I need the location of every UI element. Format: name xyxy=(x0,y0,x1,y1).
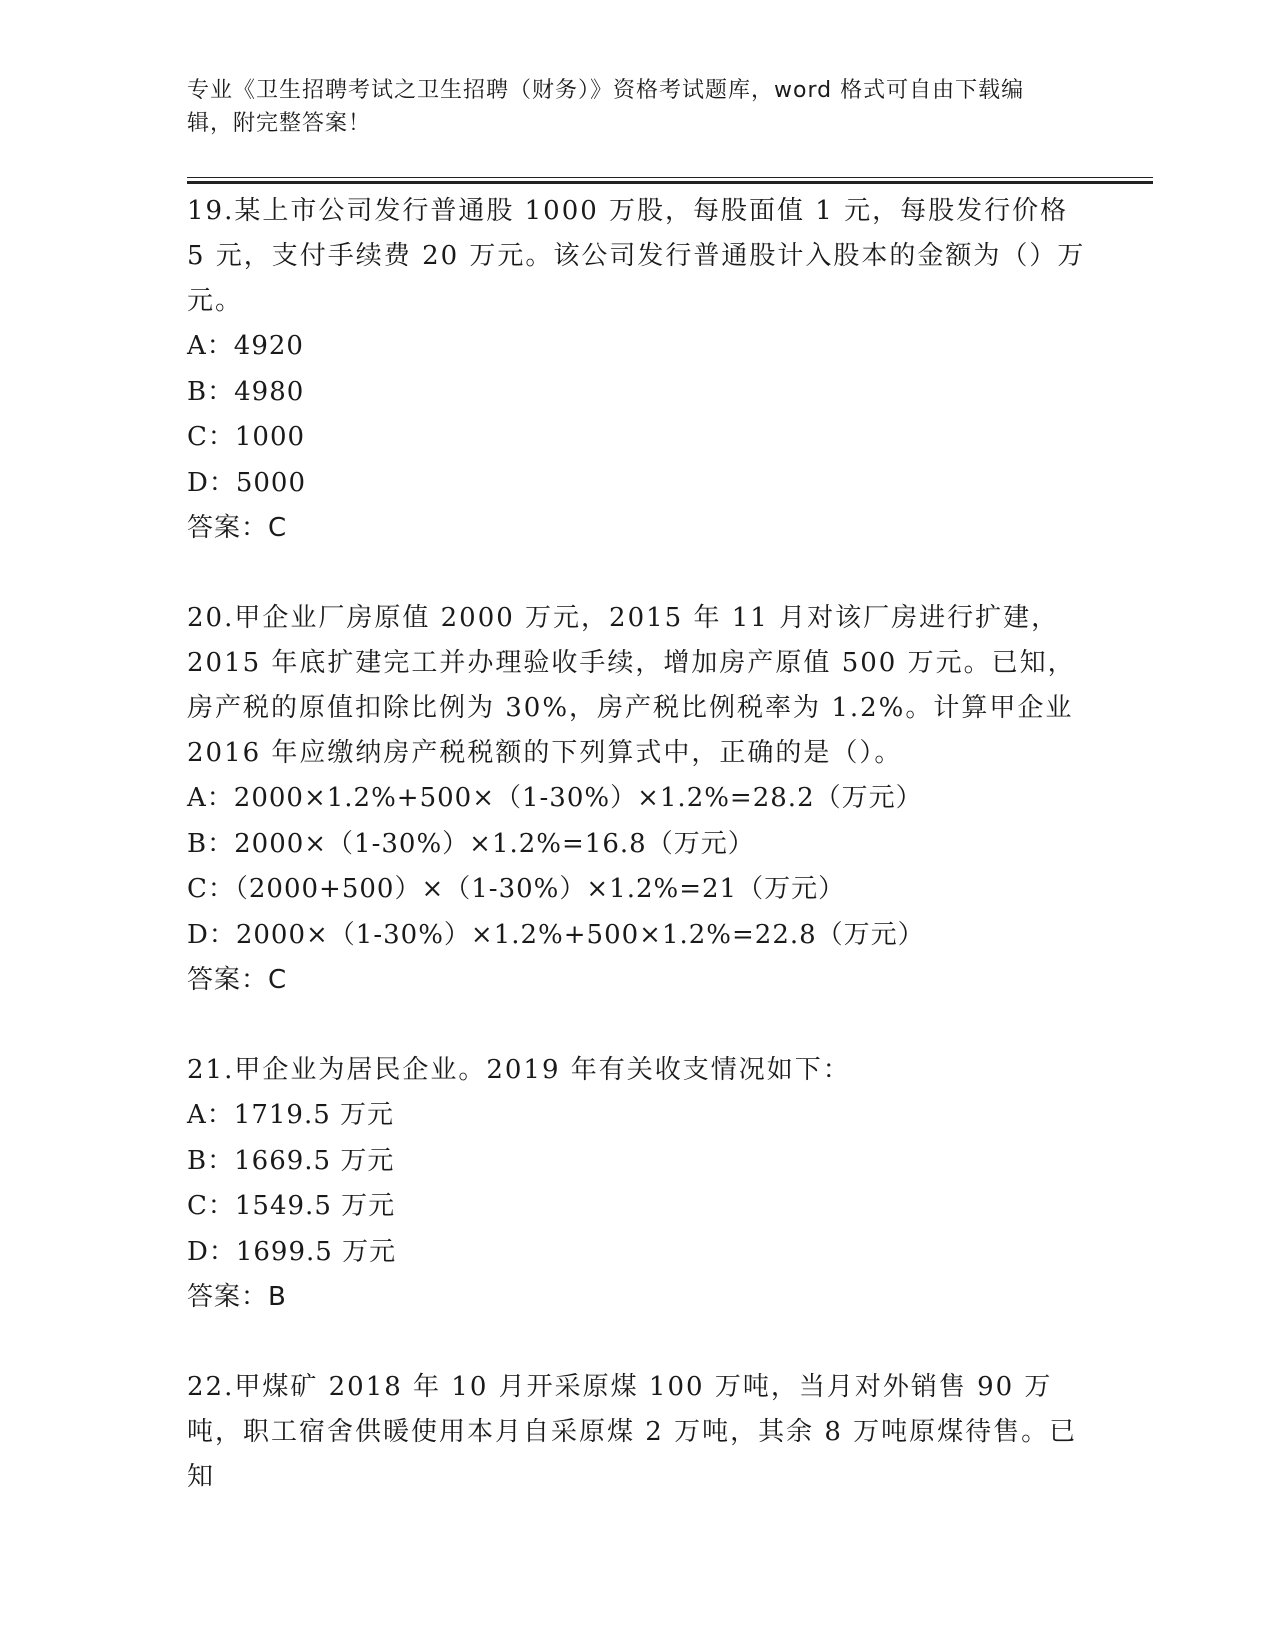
option-b: B：1669.5 万元 xyxy=(187,1145,395,1176)
header-rule-thin xyxy=(187,177,1153,178)
question-22 xyxy=(187,1365,1087,1500)
question-20 xyxy=(187,596,1087,1003)
document-header: 专业《卫生招聘考试之卫生招聘（财务）》资格考试题库，word 格式可自由下载编辑，附完整答案！ xyxy=(187,78,1025,136)
option-d: D：1699.5 万元 xyxy=(187,1236,397,1267)
option-b: B：4980 xyxy=(187,376,305,407)
option-a: A：2000×1.2%+500×（1-30%）×1.2%=28.2（万元） xyxy=(187,783,923,813)
answer: 答案：B xyxy=(187,1282,287,1312)
question-19 xyxy=(187,189,1087,551)
header-rule-thick xyxy=(187,181,1153,184)
option-d: D：2000×（1-30%）×1.2%+500×1.2%=22.8（万元） xyxy=(187,919,925,950)
question-21 xyxy=(187,1048,1087,1320)
option-a: A：4920 xyxy=(187,331,304,361)
answer: 答案：C xyxy=(187,965,288,995)
answer: 答案：C xyxy=(187,513,288,543)
option-b: B：2000×（1-30%）×1.2%=16.8（万元） xyxy=(187,828,755,859)
option-d: D：5000 xyxy=(187,467,307,498)
option-a: A：1719.5 万元 xyxy=(187,1100,395,1130)
option-c: C：1549.5 万元 xyxy=(187,1191,396,1221)
question-stem: 22.甲煤矿 2018 年 10 月开采原煤 100 万吨，当月对外销售 90 万吨，职工宿舍供暖使用本月自采原煤 2 万吨，其余 8 万吨原煤待售。已知 xyxy=(187,1372,1078,1492)
option-c: C：（2000+500）×（1-30%）×1.2%=21（万元） xyxy=(187,874,846,904)
question-list xyxy=(187,189,1087,1500)
option-c: C：1000 xyxy=(187,422,306,452)
question-stem: 20.甲企业厂房原值 2000 万元，2015 年 11 月对该厂房进行扩建，2015 年底扩建完工并办理验收手续，增加房产原值 500 万元。已知，房产税的原值扣除比例为 30%，房产税比例税率为 1.2%。计算甲企业 2016 年应缴纳房产税税额的下列算式中，正确的是（）。 xyxy=(187,603,1076,768)
question-stem: 19.某上市公司发行普通股 1000 万股，每股面值 1 元，每股发行价格 5 元，支付手续费 20 万元。该公司发行普通股计入股本的金额为（）万元。 xyxy=(187,196,1086,316)
question-stem: 21.甲企业为居民企业。2019 年有关收支情况如下： xyxy=(187,1055,851,1085)
